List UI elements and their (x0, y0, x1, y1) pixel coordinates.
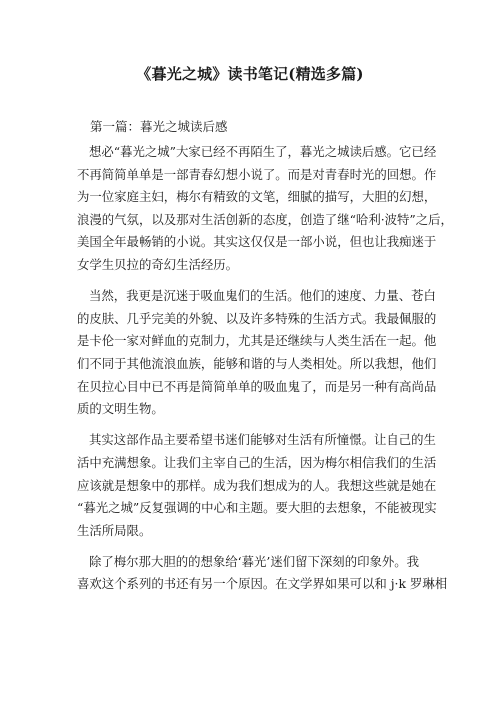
text-line: 不再简简单单是一部青春幻想小说了。而是对青春时光的回想。作 (77, 166, 437, 182)
text-line: 质的文明生物。 (77, 401, 164, 417)
text-line: 在贝拉心目中已不再是简简单单的吸血鬼了，而是另一种有高尚品 (77, 378, 437, 394)
text-line: 其实这部作品主要希望书迷们能够对生活有所憧憬。让自己的生 (89, 432, 436, 448)
paragraph-4 (77, 551, 448, 596)
document-body (77, 141, 453, 605)
section-heading: 第一篇：暮光之城读后感 (90, 119, 228, 134)
text-line: 除了梅尔那大胆的的想象给‘暮光’迷们留下深刻的印象外。我 (89, 553, 420, 569)
text-line: 浪漫的气氛，以及那对生活创新的态度，创造了继“哈利·波特”之后， (77, 211, 453, 227)
text-line: 应该就是想象中的那样。成为我们想成为的人。我想这些就是她在 (77, 477, 437, 493)
text-line: 想必“暮光之城”大家已经不再陌生了，暮光之城读后感。它已经 (89, 144, 437, 159)
text-line: 喜欢这个系列的书还有另一个原因。在文学界如果可以和 j·k 罗琳相 (77, 576, 448, 592)
text-line: 活中充满想象。让我们主宰自己的生活，因为梅尔相信我们的生活 (77, 454, 437, 470)
document-title: 《暮光之城》读书笔记(精选多篇) (136, 65, 364, 83)
text-line: 生活所局限。 (77, 522, 152, 538)
paragraph-1 (77, 141, 453, 277)
text-line: 美国全年最畅销的小说。其实这仅仅是一部小说，但也让我痴迷于 (77, 234, 437, 250)
text-line: 女学生贝拉的奇幻生活经历。 (77, 256, 239, 272)
text-line: 们不同于其他流浪血族，能够和谐的与人类相处。所以我想，他们 (77, 355, 437, 371)
text-line: 为一位家庭主妇，梅尔有精致的文笔，细腻的描写，大胆的幻想， (77, 189, 437, 205)
text-line: 是卡伦一家对鲜血的克制力，尤其是还继续与人类生活在一起。他 (77, 333, 437, 349)
paragraph-2 (77, 285, 437, 421)
text-line: 的皮肤、几乎完美的外貌、以及许多特殊的生活方式。我最佩服的 (77, 310, 437, 326)
text-line: “暮光之城”反复强调的中心和主题。要大胆的去想象，不能被现实 (77, 500, 437, 516)
paragraph-3 (77, 429, 437, 542)
text-line: 当然，我更是沉迷于吸血鬼们的生活。他们的速度、力量、苍白 (89, 288, 436, 304)
